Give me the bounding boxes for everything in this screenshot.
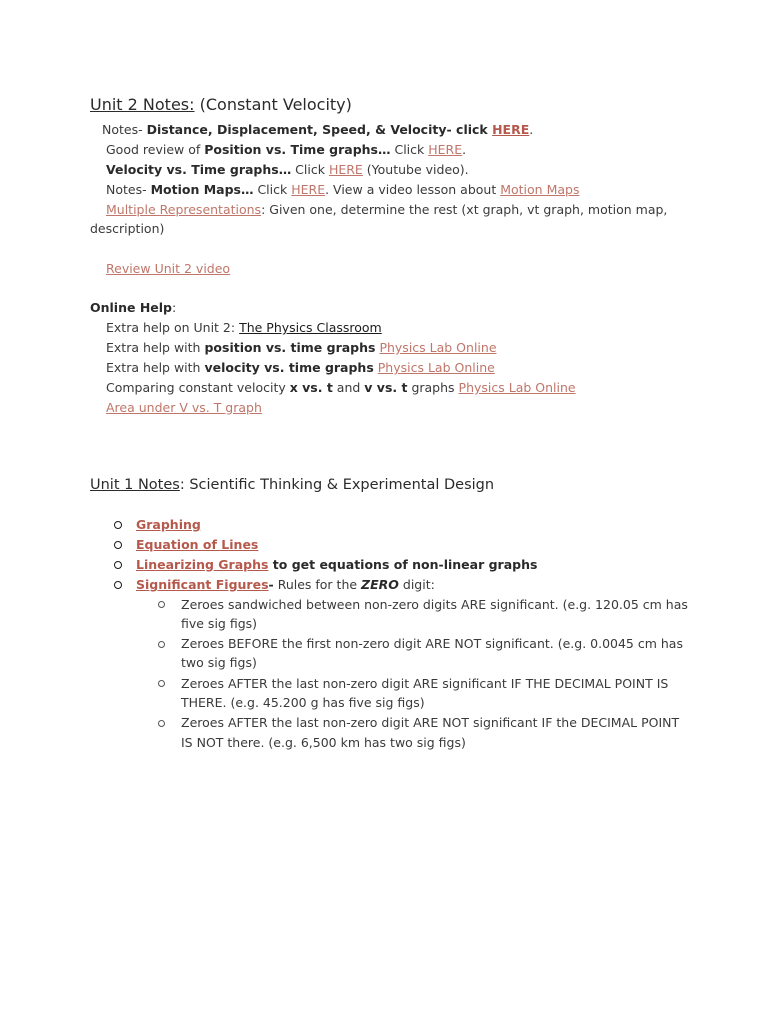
bold-text: -: [268, 577, 274, 592]
physics-classroom-link[interactable]: The Physics Classroom: [239, 320, 382, 335]
unit1-title-rest: : Scientific Thinking & Experimental Design: [179, 477, 495, 493]
bold-text: Motion Maps…: [150, 182, 254, 197]
bold-text: v vs. t: [364, 380, 408, 395]
unit2-title-underlined: Unit 2 Notes:: [90, 95, 195, 114]
here-link-position[interactable]: HERE: [428, 142, 463, 157]
unit1-title: [90, 475, 494, 495]
bullet-icon: [114, 561, 122, 569]
bold-text: to get equations of non-linear graphs: [268, 557, 538, 572]
text: : Given one, determine the rest (xt graph, vt graph, motion map,: [261, 202, 668, 217]
bold-text: position vs. time graphs: [204, 340, 376, 355]
bullet-icon: [114, 541, 122, 549]
text: :: [172, 300, 177, 315]
sig-fig-rule-2-line1: Zeroes BEFORE the first non-zero digit ARE NOT significant. (e.g. 0.0045 cm has: [181, 636, 683, 651]
sub-bullet-icon: [158, 720, 165, 727]
text: Comparing constant velocity: [106, 380, 290, 395]
unit2-title-rest: (Constant Velocity): [194, 95, 352, 114]
graphing-link[interactable]: Graphing: [136, 517, 201, 532]
multiple-representations-link[interactable]: Multiple Representations: [106, 202, 262, 217]
sig-fig-rule-4-line1: Zeroes AFTER the last non-zero digit ARE NOT significant IF the DECIMAL POINT: [181, 715, 680, 730]
unit2-line-position-review: [106, 140, 466, 160]
bold-text: Position vs. Time graphs…: [204, 142, 391, 157]
sig-fig-rule-1-line1: Zeroes sandwiched between non-zero digits ARE significant. (e.g. 120.05 cm has: [181, 597, 688, 612]
text: digit:: [398, 577, 435, 592]
bold-text: velocity vs. time graphs: [204, 360, 374, 375]
area-under-vt-graph-link[interactable]: Area under V vs. T graph: [106, 400, 262, 415]
text: . View a video lesson about: [325, 182, 501, 197]
bold-text: x vs. t: [289, 380, 333, 395]
physics-lab-online-link-velocity[interactable]: Physics Lab Online: [377, 360, 495, 375]
sig-fig-rule-1-line2: five sig figs): [181, 616, 258, 631]
text: Notes-: [106, 182, 151, 197]
here-link-velocity[interactable]: HERE: [328, 162, 363, 177]
unit2-line-notes-distance: [102, 120, 533, 140]
bullet-icon: [114, 521, 122, 529]
review-unit2-video-link[interactable]: Review Unit 2 video: [106, 261, 231, 276]
unit2-line-velocity: [106, 160, 469, 180]
sig-fig-rule-3-line1: Zeroes AFTER the last non-zero digit ARE significant IF THE DECIMAL POINT IS: [181, 676, 669, 691]
sub-bullet-icon: [158, 680, 165, 687]
sub-bullet-icon: [158, 601, 165, 608]
heading-text: Online Help: [90, 300, 172, 315]
bold-text: Velocity vs. Time graphs…: [106, 162, 292, 177]
text: and: [332, 380, 365, 395]
text: Click: [390, 142, 429, 157]
unit2-title: [90, 95, 352, 115]
unit1-title-underlined: Unit 1 Notes: [90, 477, 180, 493]
unit2-line-motion-maps: [106, 180, 579, 200]
significant-figures-link[interactable]: Significant Figures: [136, 577, 269, 592]
text: .: [462, 142, 467, 157]
linearizing-graphs-link[interactable]: Linearizing Graphs: [136, 557, 269, 572]
bullet-graphing: [136, 515, 201, 535]
unit2-line-description: description): [90, 221, 165, 236]
sig-fig-rule-4-line2: IS NOT there. (e.g. 6,500 km has two sig figs): [181, 735, 466, 750]
text: .: [529, 122, 534, 137]
online-help-item-comparing: [106, 378, 576, 398]
review-unit2-line: [106, 259, 230, 279]
physics-lab-online-link-position[interactable]: Physics Lab Online: [379, 340, 497, 355]
here-link-motion-maps[interactable]: HERE: [291, 182, 326, 197]
here-link-distance[interactable]: HERE: [492, 122, 530, 137]
unit2-line-multiple-representations: [106, 200, 667, 220]
text: Extra help with: [106, 340, 205, 355]
text: Extra help with: [106, 360, 205, 375]
zero-emphasis: ZERO: [361, 577, 399, 592]
bullet-significant-figures: [136, 575, 435, 595]
physics-lab-online-link-comparing[interactable]: Physics Lab Online: [458, 380, 576, 395]
bullet-linearizing: [136, 555, 537, 575]
text: Click: [291, 162, 329, 177]
bullet-icon: [114, 581, 122, 589]
equation-of-lines-link[interactable]: Equation of Lines: [136, 537, 259, 552]
online-help-heading: [90, 298, 176, 318]
text: graphs: [407, 380, 459, 395]
text: (Youtube video).: [362, 162, 469, 177]
online-help-item-velocity: [106, 358, 495, 378]
text: Rules for the: [273, 577, 362, 592]
text: Notes-: [102, 122, 147, 137]
online-help-item-area: [106, 398, 262, 418]
sig-fig-rule-2-line2: two sig figs): [181, 655, 257, 670]
sub-bullet-icon: [158, 641, 165, 648]
text: Good review of: [106, 142, 205, 157]
online-help-item-classroom: [106, 318, 382, 338]
bullet-equation-of-lines: [136, 535, 258, 555]
online-help-item-position: [106, 338, 497, 358]
sig-fig-rule-3-line2: THERE. (e.g. 45.200 g has five sig figs): [181, 695, 425, 710]
bold-text: Distance, Displacement, Speed, & Velocity- click: [146, 122, 493, 137]
motion-maps-video-link[interactable]: Motion Maps: [500, 182, 580, 197]
text: Click: [253, 182, 292, 197]
text: Extra help on Unit 2:: [106, 320, 240, 335]
